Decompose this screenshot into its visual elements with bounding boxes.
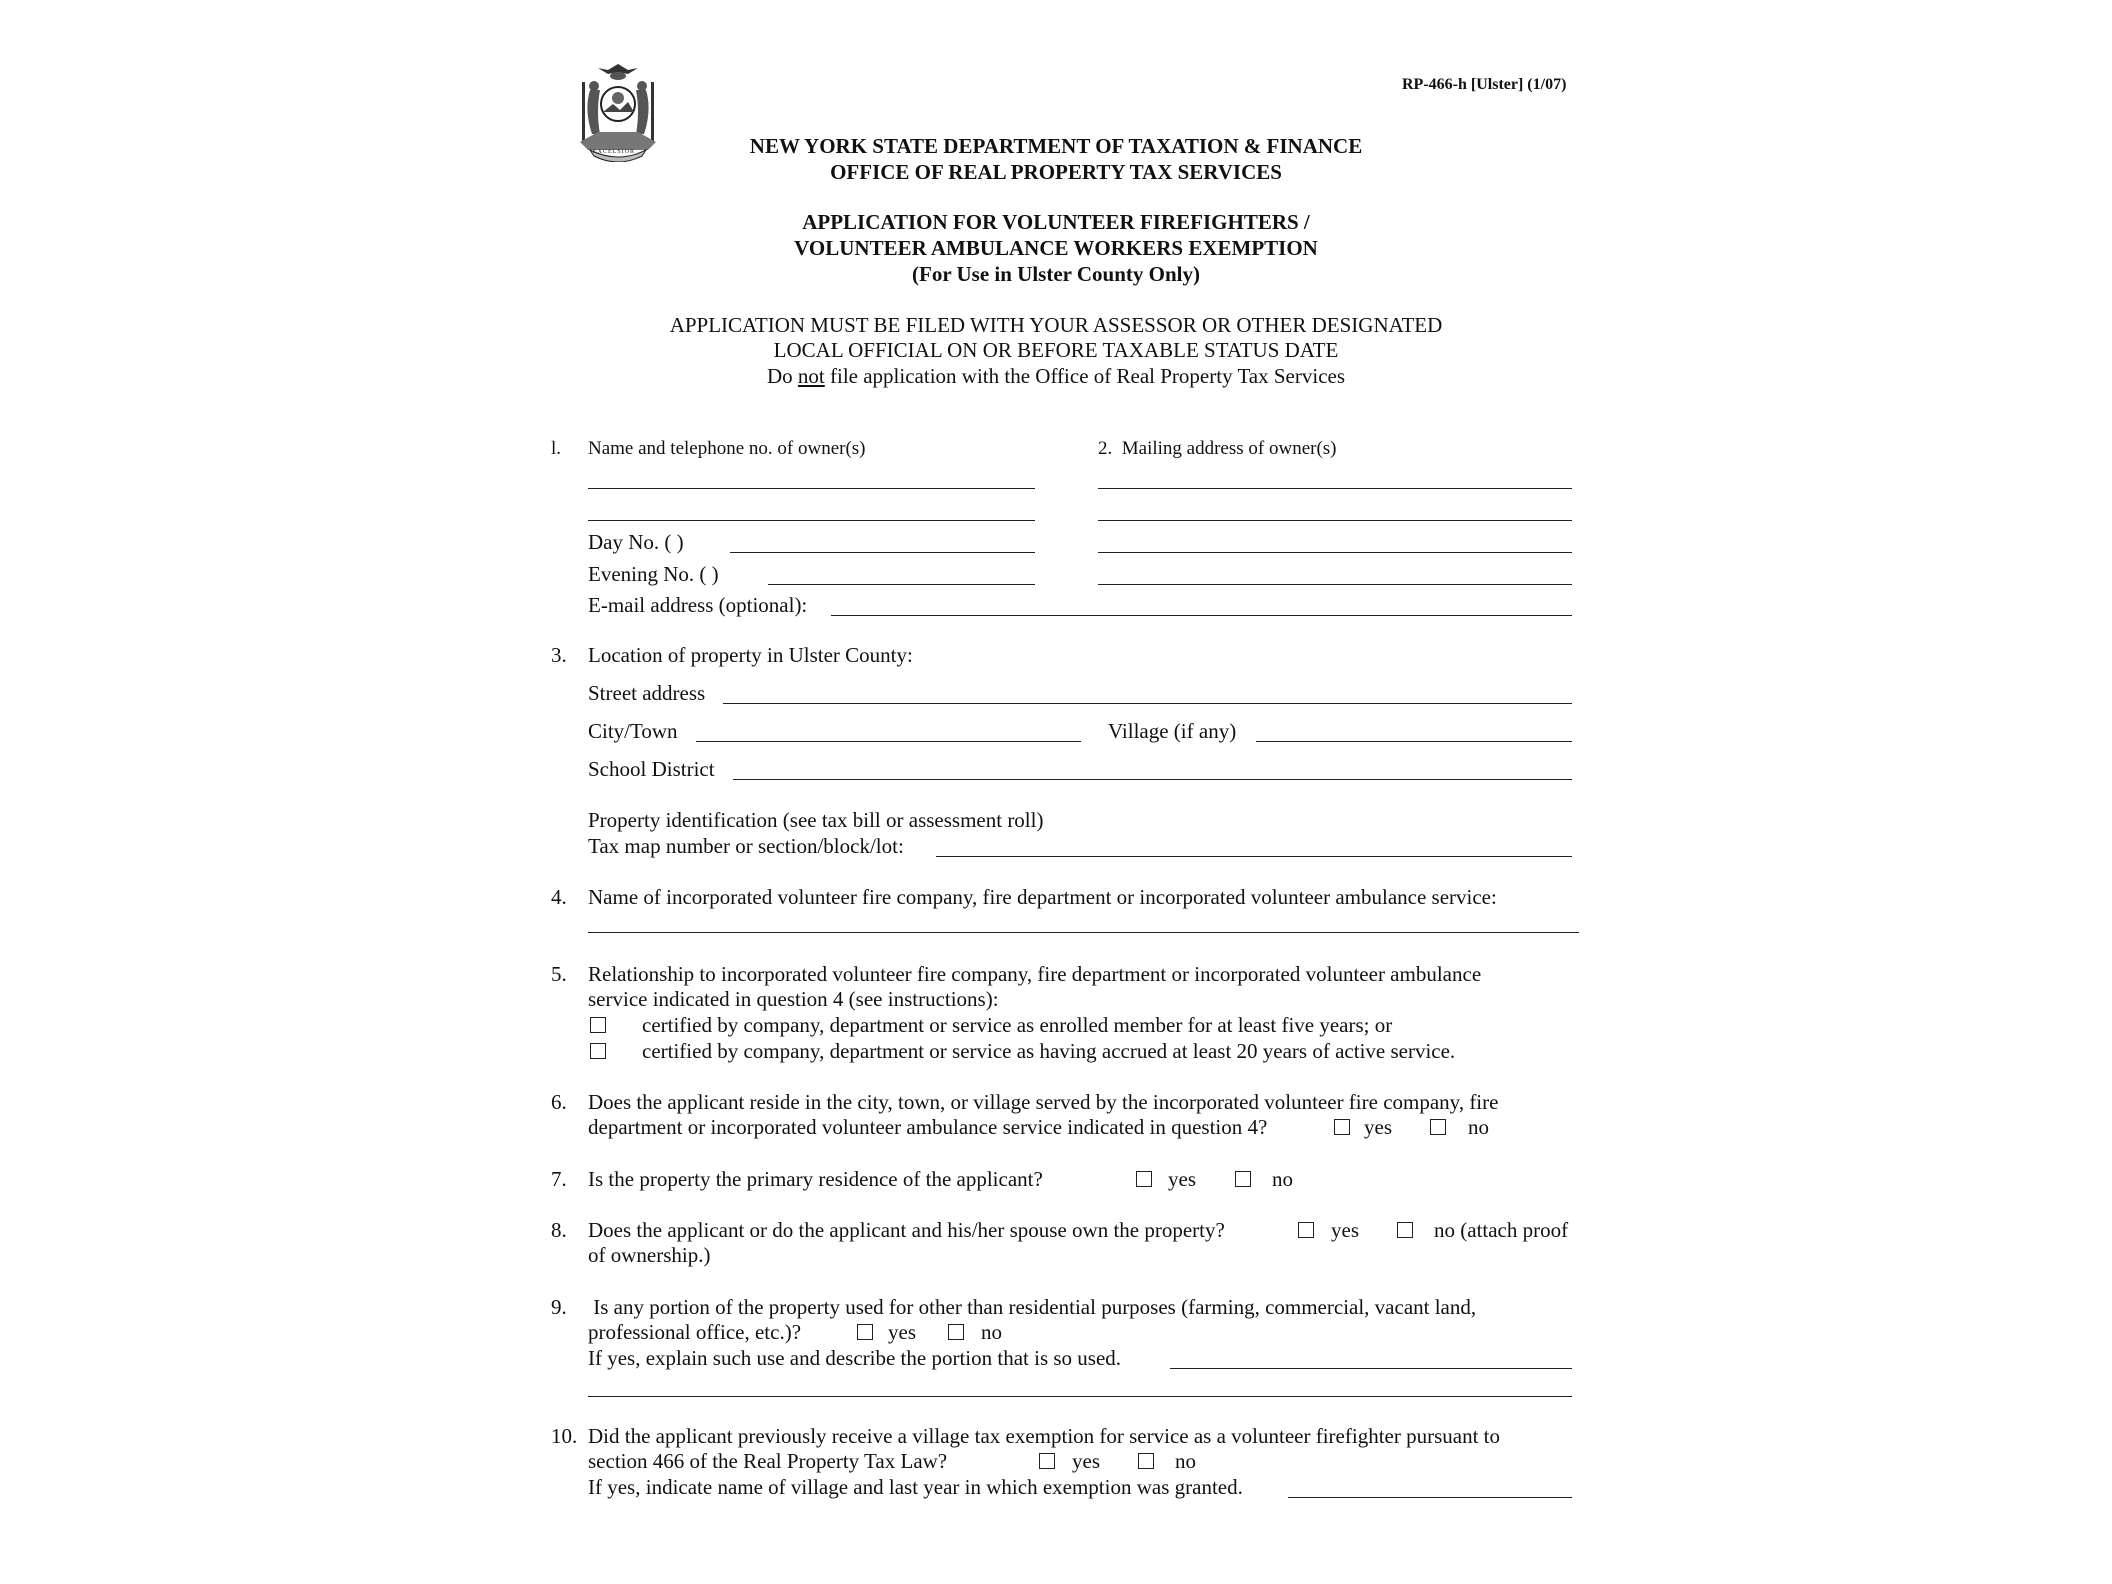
q10-no-checkbox[interactable] <box>1138 1453 1154 1469</box>
owner-name-line-2[interactable] <box>588 520 1035 521</box>
title-line1: APPLICATION FOR VOLUNTEER FIREFIGHTERS / <box>802 210 1310 234</box>
q5-option1-label: certified by company, department or service as enrolled member for at least five years; or <box>642 1013 1393 1037</box>
q9-line2: professional office, etc.)? <box>588 1320 802 1344</box>
q9-no-checkbox[interactable] <box>948 1324 964 1340</box>
q9-line3: If yes, explain such use and describe the portion that is so used. <box>588 1346 1122 1370</box>
village-line[interactable] <box>1256 741 1572 742</box>
q5-number: 5. <box>551 962 567 986</box>
day-phone-line[interactable] <box>730 552 1035 553</box>
q8-number: 8. <box>551 1218 567 1242</box>
q6-no-checkbox[interactable] <box>1430 1119 1446 1135</box>
property-id-label: Property identification (see tax bill or assessment roll) <box>588 808 1044 832</box>
q5-option2-checkbox[interactable] <box>590 1043 606 1059</box>
q8-no-label: no (attach proof <box>1434 1218 1569 1242</box>
q6-yes-checkbox[interactable] <box>1334 1119 1350 1135</box>
header-office: OFFICE OF REAL PROPERTY TAX SERVICES <box>830 160 1282 184</box>
q6-no-label: no <box>1468 1115 1489 1139</box>
q7-no-checkbox[interactable] <box>1235 1171 1251 1187</box>
mailing-address-line-3[interactable] <box>1098 552 1572 553</box>
school-district-label: School District <box>588 757 715 781</box>
notice-line1: APPLICATION MUST BE FILED WITH YOUR ASSESSOR OR OTHER DESIGNATED <box>669 313 1443 337</box>
q7-yes-checkbox[interactable] <box>1136 1171 1152 1187</box>
q1-label: Name and telephone no. of owner(s) <box>588 438 866 459</box>
q9-explain-line-2[interactable] <box>588 1396 1572 1397</box>
city-town-line[interactable] <box>696 741 1081 742</box>
q10-number: 10. <box>551 1424 578 1448</box>
q9-number: 9. <box>551 1295 567 1319</box>
email-line[interactable] <box>831 615 1572 616</box>
q7-label: Is the property the primary residence of the applicant? <box>588 1167 1043 1191</box>
q4-label: Name of incorporated volunteer fire company, fire department or incorporated volunteer ambulance service: <box>588 885 1497 909</box>
header-dept: NEW YORK STATE DEPARTMENT OF TAXATION & FINANCE <box>749 134 1363 158</box>
q9-yes-checkbox[interactable] <box>857 1324 873 1340</box>
q10-line2: section 466 of the Real Property Tax Law? <box>588 1449 948 1473</box>
q6-number: 6. <box>551 1090 567 1114</box>
evening-phone-label: Evening No. ( ) <box>588 562 719 586</box>
q9-yes-label: yes <box>888 1320 916 1344</box>
village-label: Village (if any) <box>1108 719 1237 743</box>
city-town-label: City/Town <box>588 719 678 743</box>
q9-explain-line-1[interactable] <box>1170 1368 1572 1369</box>
q5-option2-label: certified by company, department or service as having accrued at least 20 years of active service. <box>642 1039 1456 1063</box>
evening-phone-line[interactable] <box>768 584 1035 585</box>
q6-yes-label: yes <box>1364 1115 1392 1139</box>
title-line2: VOLUNTEER AMBULANCE WORKERS EXEMPTION <box>794 236 1318 260</box>
q8-no-checkbox[interactable] <box>1397 1222 1413 1238</box>
seal-motto: EXCELSIOR <box>593 149 635 155</box>
notice-line3: Do not file application with the Office of Real Property Tax Services <box>766 364 1346 388</box>
q10-yes-checkbox[interactable] <box>1039 1453 1055 1469</box>
q6-line1: Does the applicant reside in the city, town, or village served by the incorporated volunteer fire company, fire <box>588 1090 1499 1114</box>
email-label: E-mail address (optional): <box>588 593 808 617</box>
q3-label: Location of property in Ulster County: <box>588 643 913 667</box>
q8-yes-label: yes <box>1331 1218 1359 1242</box>
q10-line1: Did the applicant previously receive a village tax exemption for service as a volunteer firefighter pursuant to <box>588 1424 1500 1448</box>
q7-yes-label: yes <box>1168 1167 1196 1191</box>
tax-map-label: Tax map number or section/block/lot: <box>588 834 904 858</box>
q10-yes-label: yes <box>1072 1449 1100 1473</box>
q9-line1: Is any portion of the property used for other than residential purposes (farming, commercial, vacant land, <box>588 1295 1477 1319</box>
q8-line2: of ownership.) <box>588 1243 711 1267</box>
q4-number: 4. <box>551 885 567 909</box>
notice-line2: LOCAL OFFICIAL ON OR BEFORE TAXABLE STATUS DATE <box>773 338 1339 362</box>
mailing-address-line-4[interactable] <box>1098 584 1572 585</box>
q2-label: 2. Mailing address of owner(s) <box>1098 438 1337 459</box>
q8-yes-checkbox[interactable] <box>1298 1222 1314 1238</box>
title-line3: (For Use in Ulster County Only) <box>912 262 1200 286</box>
q5-option1-checkbox[interactable] <box>590 1017 606 1033</box>
q10-line3: If yes, indicate name of village and last year in which exemption was granted. <box>588 1475 1243 1499</box>
mailing-address-line-1[interactable] <box>1098 488 1572 489</box>
q5-line2: service indicated in question 4 (see instructions): <box>588 987 999 1011</box>
q3-number: 3. <box>551 643 567 667</box>
q1-number: l. <box>551 438 562 459</box>
fire-company-name-line[interactable] <box>588 932 1579 933</box>
form-code: RP-466-h [Ulster] (1/07) <box>1402 76 1567 93</box>
owner-name-line-1[interactable] <box>588 488 1035 489</box>
q7-no-label: no <box>1272 1167 1293 1191</box>
q10-no-label: no <box>1175 1449 1196 1473</box>
mailing-address-line-2[interactable] <box>1098 520 1572 521</box>
school-district-line[interactable] <box>733 779 1572 780</box>
q5-line1: Relationship to incorporated volunteer fire company, fire department or incorporated volunteer ambulance <box>588 962 1482 986</box>
street-address-line[interactable] <box>723 703 1572 704</box>
day-phone-label: Day No. ( ) <box>588 530 684 554</box>
q8-line1: Does the applicant or do the applicant and his/her spouse own the property? <box>588 1218 1225 1242</box>
street-address-label: Street address <box>588 681 706 705</box>
q10-village-year-line[interactable] <box>1288 1497 1572 1498</box>
tax-map-line[interactable] <box>936 856 1572 857</box>
q9-no-label: no <box>981 1320 1002 1344</box>
q6-line2: department or incorporated volunteer ambulance service indicated in question 4? <box>588 1115 1268 1139</box>
q7-number: 7. <box>551 1167 567 1191</box>
